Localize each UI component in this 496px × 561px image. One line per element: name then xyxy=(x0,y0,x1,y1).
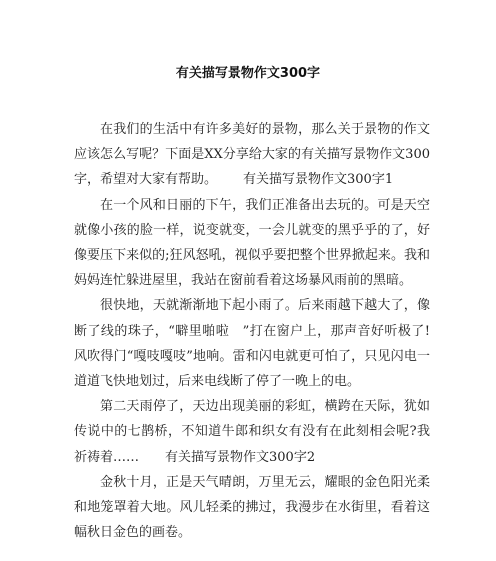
section-heading-1: 有关描写景物作文300字1 xyxy=(243,172,394,188)
paragraph-rain xyxy=(74,293,430,394)
paragraph-intro xyxy=(74,117,430,193)
paragraph-text: 很快地，天就渐渐地下起小雨了。后来雨越下越大了，像断了线的珠子，“噼里啪啦 ”打在窗户上，那声音好听极了!风吹得门“嘎吱嘎吱”地响。雷和闪电就更可怕了，只见闪电一道道飞快地划过，后来电线断了停了一晚上的电。 xyxy=(74,298,430,390)
paragraph-rainbow xyxy=(74,394,430,470)
paragraph-text: 金秋十月，正是天气晴朗，万里无云，耀眼的金色阳光柔和地笼罩着大地。风儿轻柔的拂过，我漫步在水街里，看着这幅秋日金色的画卷。 xyxy=(74,474,430,541)
paragraph-storm xyxy=(74,193,430,294)
paragraph-text: 在我们的生活中有许多美好的景物，那么关于景物的作文应该怎么写呢？下面是XX分享给大家的有关描写景物作文300字，希望对大家有帮助。 xyxy=(74,122,430,188)
paragraph-autumn xyxy=(74,470,430,546)
paragraph-text: 第二天雨停了，天边出现美丽的彩虹，横跨在天际，犹如传说中的七鹊桥，不知道牛郎和织女有没有在此刻相会呢?我祈祷着…… xyxy=(74,399,430,465)
paragraph-text: 在一个风和日丽的下午，我们正准备出去玩的。可是天空就像小孩的脸一样，说变就变，一会儿就变的黑乎乎的了，好像要压下来似的;狂风怒吼，视似乎要把整个世界掀起来。我和妈妈连忙躲进屋里，我站在窗前看着这场暴风雨前的黑暗。 xyxy=(74,197,430,289)
document-title: 有关描写景物作文300字 xyxy=(175,66,321,81)
section-heading-2: 有关描写景物作文300字2 xyxy=(165,449,316,465)
document-body xyxy=(74,117,430,545)
